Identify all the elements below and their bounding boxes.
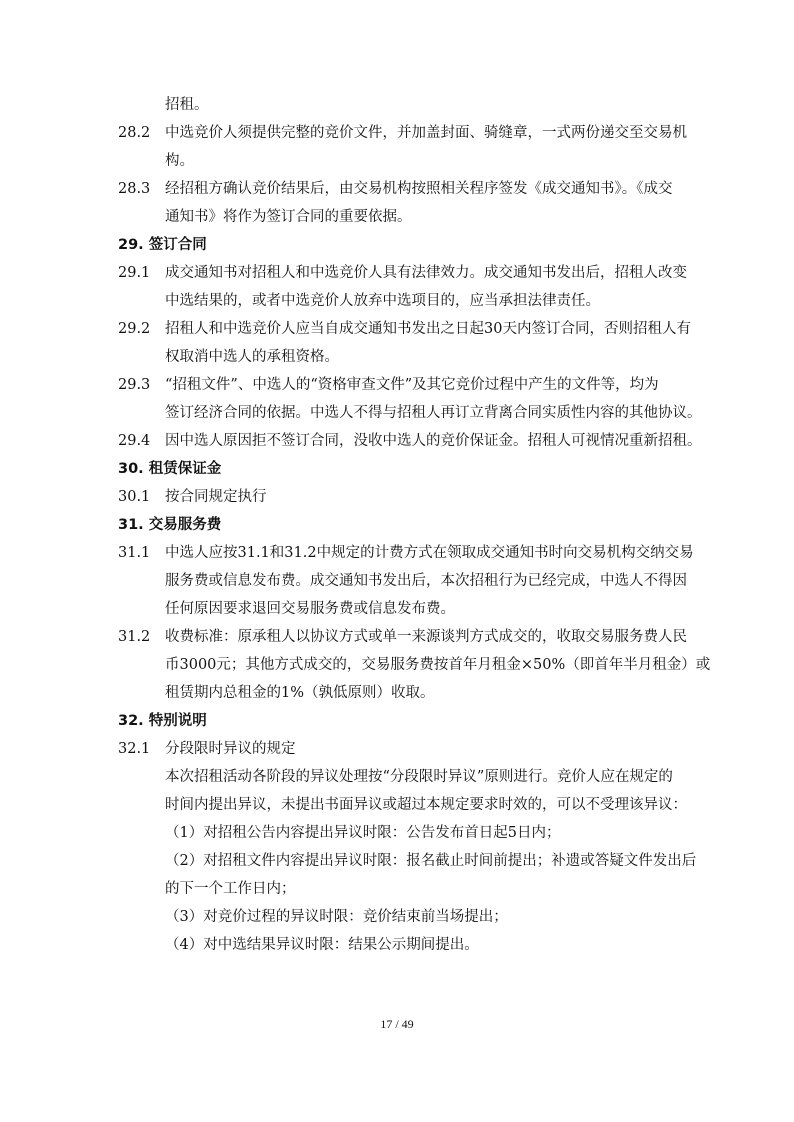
clause-number: 28.3 [118, 181, 151, 197]
paragraph-line: （3）对竞价过程的异议时限：竞价结束前当场提出； [165, 909, 508, 925]
clause-number: 30.1 [118, 489, 151, 505]
paragraph-line: 时间内提出异议，未提出书面异议或超过本规定要求时效的，可以不受理该异议： [165, 797, 687, 813]
paragraph-line: （2）对招租文件内容提出异议时限：报名截止时间前提出；补遗或答疑文件发出后 [165, 853, 697, 869]
paragraph-line: 本次招租活动各阶段的异议处理按“分段限时异议”原则进行。竞价人应在规定的 [165, 769, 673, 785]
paragraph-line: 签订经济合同的依据。中选人不得与招租人再订立背离合同实质性内容的其他协议。 [165, 405, 702, 421]
paragraph-line: 按合同规定执行 [165, 489, 267, 505]
paragraph-line: 招租人和中选竞价人应当自成交通知书发出之日起30天内签订合同，否则招租人有 [165, 321, 691, 337]
paragraph-line: （1）对招租公告内容提出异议时限：公告发布首日起5日内； [165, 825, 561, 841]
section-heading: 31. 交易服务费 [118, 517, 222, 533]
paragraph-line: 服务费或信息发布费。成交通知书发出后，本次招租行为已经完成，中选人不得因 [165, 573, 687, 589]
paragraph-line: 分段限时异议的规定 [165, 741, 296, 757]
paragraph-line: 通知书》将作为签订合同的重要依据。 [165, 209, 412, 225]
paragraph-line: 中选人应按31.1和31.2中规定的计费方式在领取成交通知书时向交易机构交纳交易 [165, 545, 694, 561]
paragraph-line: 币3000元；其他方式成交的，交易服务费按首年月租金×50%（即首年半月租金）或 [165, 657, 711, 673]
paragraph-line: 权取消中选人的承租资格。 [165, 349, 339, 365]
paragraph-line: 招租。 [165, 97, 209, 113]
section-heading: 32. 特别说明 [118, 713, 207, 729]
paragraph-line: 因中选人原因拒不签订合同，没收中选人的竞价保证金。招租人可视情况重新招租。 [165, 433, 702, 449]
clause-number: 29.2 [118, 321, 151, 337]
page-number: 17 / 49 [380, 1017, 414, 1031]
paragraph-line: 经招租方确认竞价结果后，由交易机构按照相关程序签发《成交通知书》。《成交 [165, 181, 673, 197]
clause-number: 32.1 [118, 741, 151, 757]
paragraph-line: 任何原因要求退回交易服务费或信息发布费。 [165, 601, 455, 617]
section-heading: 30. 租赁保证金 [118, 461, 222, 477]
clause-number: 29.4 [118, 433, 151, 449]
paragraph-line: “招租文件”、中选人的“资格审查文件”及其它竞价过程中产生的文件等，均为 [165, 377, 659, 393]
paragraph-line: 的下一个工作日内； [165, 881, 296, 897]
section-heading: 29. 签订合同 [118, 237, 207, 253]
paragraph-line: 租赁期内总租金的1%（孰低原则）收取。 [165, 685, 435, 701]
paragraph-line: 中选竞价人须提供完整的竞价文件，并加盖封面、骑缝章，一式两份递交至交易机 [165, 125, 687, 141]
clause-number: 29.3 [118, 377, 151, 393]
clause-number: 31.2 [118, 629, 151, 645]
clause-number: 28.2 [118, 125, 151, 141]
clause-number: 29.1 [118, 265, 151, 281]
paragraph-line: 成交通知书对招租人和中选竞价人具有法律效力。成交通知书发出后，招租人改变 [165, 265, 687, 281]
clause-number: 31.1 [118, 545, 151, 561]
paragraph-line: 收费标准：原承租人以协议方式或单一来源谈判方式成交的，收取交易服务费人民 [165, 629, 687, 645]
paragraph-line: （4）对中选结果异议时限：结果公示期间提出。 [165, 937, 479, 953]
paragraph-line: 构。 [165, 153, 194, 169]
paragraph-line: 中选结果的，或者中选竞价人放弃中选项目的，应当承担法律责任。 [165, 293, 600, 309]
